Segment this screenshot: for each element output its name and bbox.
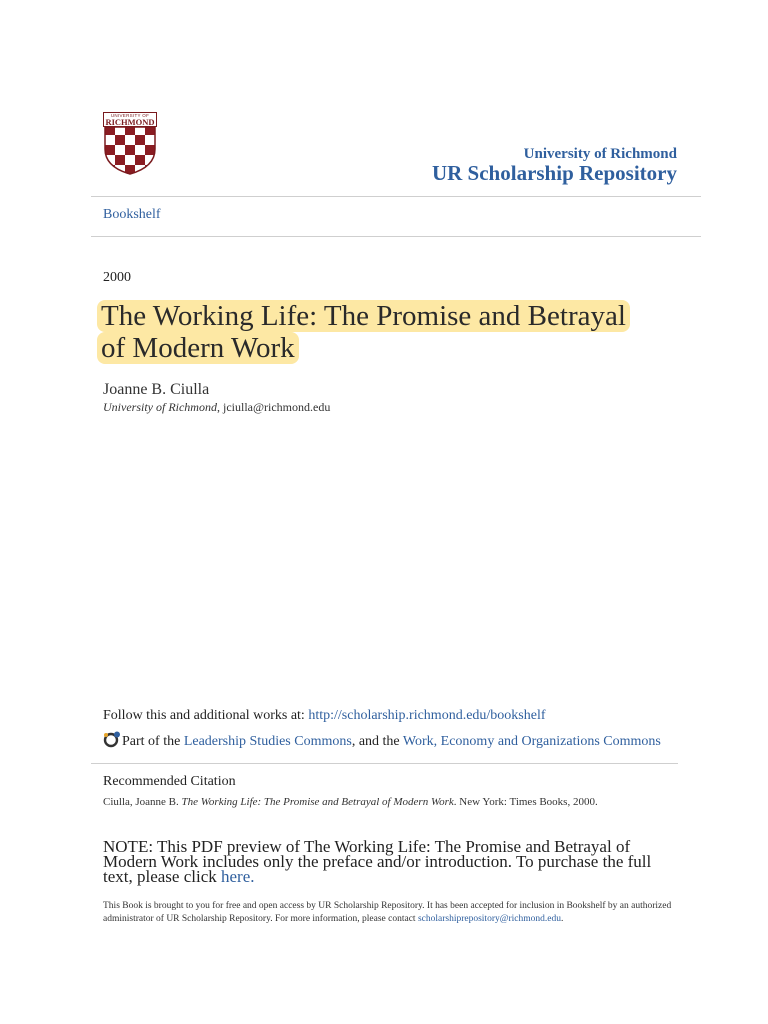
footer-end: . [560, 914, 564, 924]
part-of-line [103, 731, 661, 750]
bookshelf-url-link[interactable]: http://scholarship.richmond.edu/bookshelf [308, 708, 546, 723]
preview-note [103, 839, 673, 884]
citation-prefix: Ciulla, Joanne B. [103, 796, 182, 808]
collection-divider [91, 236, 701, 237]
recommended-citation-heading: Recommended Citation [103, 774, 236, 789]
repository-name[interactable]: UR Scholarship Repository [431, 161, 677, 185]
crest-shield-icon [103, 125, 157, 175]
publication-year: 2000 [103, 270, 131, 285]
title-highlight: The Working Life: The Promise and Betrayal of Modern Work [97, 300, 630, 364]
network-commons-icon [103, 731, 121, 748]
affiliation-institution: University of Richmond [103, 400, 217, 414]
citation-suffix: . New York: Times Books, 2000. [453, 796, 598, 808]
citation-divider [91, 763, 678, 764]
work-economy-commons-link[interactable]: Work, Economy and Organizations Commons [402, 734, 661, 749]
follow-prefix: Follow this and additional works at: [103, 708, 309, 723]
contact-email-link[interactable]: scholarshiprepository@richmond.edu [417, 914, 561, 924]
university-name[interactable]: University of Richmond [523, 146, 677, 162]
header-divider [91, 196, 701, 197]
university-logo [103, 112, 157, 174]
logo-name-text: RICHMOND [105, 117, 155, 127]
author-affiliation [103, 400, 330, 415]
follow-line [103, 708, 546, 724]
purchase-link[interactable]: here. [221, 867, 255, 886]
collection-link[interactable]: Bookshelf [103, 207, 161, 222]
note-text: NOTE: This PDF preview of The Working Life: The Promise and Betrayal of Modern Work includes only the preface and/or introduction. To purchase the full text, please click [103, 837, 652, 886]
footer-text: This Book is brought to you for free and open access by UR Scholarship Repository. It has been accepted for inclusion in Bookshelf by an authorized administrator of UR Scholarship Repository. For more information, please contact [103, 901, 672, 924]
document-title [97, 300, 637, 364]
leadership-commons-link[interactable]: Leadership Studies Commons [183, 734, 352, 749]
citation-title: The Working Life: The Promise and Betrayal of Modern Work [181, 796, 454, 808]
part-of-middle: , and the [351, 734, 403, 749]
part-of-prefix: Part of the [122, 734, 184, 749]
author-name: Joanne B. Ciulla [103, 381, 210, 398]
citation-text [103, 796, 598, 808]
logo-top-text: UNIVERSITY OF [110, 113, 150, 118]
affiliation-email: , jciulla@richmond.edu [216, 400, 331, 414]
access-footer [103, 900, 673, 926]
